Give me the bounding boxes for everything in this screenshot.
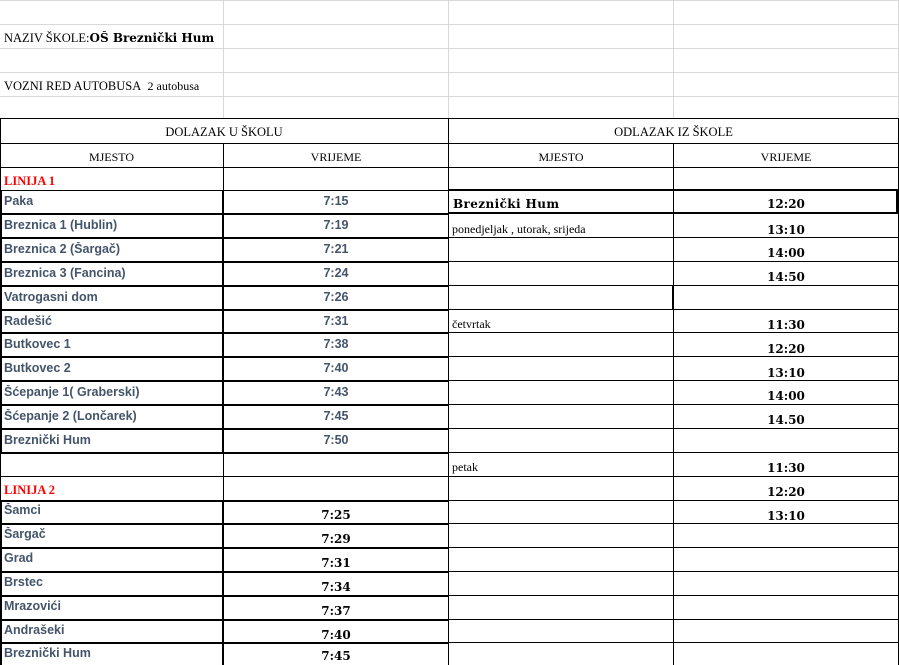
line1-place: Breznica 3 (Fancina) — [4, 266, 126, 280]
grid-line — [448, 118, 449, 665]
line1-time: 7:24 — [323, 266, 349, 280]
departure-title: ODLAZAK IZ ŠKOLE — [614, 125, 733, 139]
line1-time: 7:21 — [323, 242, 349, 256]
line2-time: 7:37 — [321, 604, 351, 618]
line-2-label: LINIJA 2 — [4, 483, 56, 497]
line2-place: Šargač — [4, 527, 46, 541]
school-label: NAZIV ŠKOLE: — [4, 31, 90, 45]
grid-line — [0, 309, 448, 311]
line1-time: 7:19 — [323, 218, 349, 232]
departure-time: 12:20 — [767, 342, 805, 356]
gridline — [448, 0, 449, 118]
line1-place: Radešić — [4, 314, 52, 328]
departure-time: 14:00 — [767, 389, 805, 403]
grid-line — [0, 213, 448, 215]
line1-place: Butkovec 1 — [4, 337, 71, 351]
departure-time-header: VRIJEME — [760, 150, 812, 164]
grid-line — [449, 642, 898, 643]
line1-time: 7:31 — [323, 314, 349, 328]
line2-place: Brstec — [4, 575, 43, 589]
grid-line — [0, 452, 448, 454]
gridline — [223, 0, 224, 118]
line1-time: 7:50 — [323, 433, 349, 447]
line-1-label: LINIJA 1 — [4, 174, 56, 188]
departure-days: ponedjeljak , utorak, srijeda — [452, 222, 586, 236]
grid-line — [449, 547, 898, 548]
line2-time: 7:34 — [321, 580, 351, 594]
line1-time: 7:40 — [323, 361, 349, 375]
departure-time: 11:30 — [767, 318, 805, 332]
departure-time: 13:10 — [767, 366, 805, 380]
school-name: OŠ Breznički Hum — [89, 31, 215, 45]
line2-time: 7:29 — [321, 532, 351, 546]
line1-time: 7:43 — [323, 385, 349, 399]
arrival-time-header: VRIJEME — [310, 150, 362, 164]
grid-line — [449, 595, 898, 596]
line2-place: Andrašeki — [4, 623, 65, 637]
line1-place: Vatrogasni dom — [4, 290, 98, 304]
grid-line — [449, 189, 898, 191]
grid-line — [0, 190, 2, 452]
line2-time: 7:25 — [321, 508, 351, 522]
arrival-title: DOLAZAK U ŠKOLU — [165, 125, 283, 139]
grid-line — [0, 261, 448, 263]
departure-time: 14.50 — [767, 413, 805, 427]
line2-time: 7:45 — [321, 649, 351, 663]
grid-line — [0, 500, 2, 665]
schedule-note: 2 autobusa — [147, 79, 200, 93]
line1-place: Butkovec 2 — [4, 361, 71, 375]
grid-line — [449, 452, 898, 453]
line2-place: Grad — [4, 551, 34, 565]
line2-place: Šamci — [4, 503, 41, 517]
grid-line — [0, 237, 448, 239]
line1-place: Šćepanje 2 (Lončarek) — [4, 409, 137, 423]
grid-line — [0, 356, 448, 358]
gridline — [0, 24, 899, 25]
schedule-title-line — [4, 79, 199, 97]
arrival-place-header: MJESTO — [88, 150, 135, 164]
grid-line — [0, 500, 448, 502]
grid-line — [0, 190, 448, 191]
line2-place: Breznički Hum — [4, 646, 91, 660]
grid-line — [0, 404, 448, 406]
line1-time: 7:26 — [323, 290, 349, 304]
line2-time: 7:31 — [321, 556, 351, 570]
gridline — [0, 72, 899, 73]
line1-place: Breznica 1 (Hublin) — [4, 218, 118, 232]
departure-from: Breznički Hum — [453, 197, 560, 211]
line1-place: Breznica 2 (Šargač) — [4, 242, 121, 256]
grid-line — [0, 332, 448, 334]
departure-time: 13:10 — [767, 223, 805, 237]
departure-time: 11:30 — [767, 461, 805, 475]
line2-time: 7:40 — [321, 628, 351, 642]
departure-time: 14:00 — [767, 246, 805, 260]
grid-line — [0, 380, 448, 382]
departure-time: 13:10 — [767, 509, 805, 523]
grid-line — [0, 118, 899, 119]
line1-place: Šćepanje 1( Graberski) — [4, 385, 140, 399]
line1-time: 7:45 — [323, 409, 349, 423]
grid-line — [0, 428, 448, 430]
line2-place: Mrazovići — [4, 599, 61, 613]
departure-time: 12:20 — [767, 485, 805, 499]
grid-line — [0, 285, 448, 287]
departure-time: 14:50 — [767, 270, 805, 284]
grid-line — [449, 619, 898, 620]
departure-place-header: MJESTO — [538, 150, 584, 164]
school-name-line — [4, 31, 214, 49]
line1-time: 7:15 — [323, 194, 349, 208]
line1-place: Breznički Hum — [4, 433, 91, 447]
grid-line — [0, 476, 448, 477]
gridline — [673, 0, 674, 118]
departure-time: 12:20 — [767, 197, 805, 211]
gridline — [0, 0, 899, 1]
grid-line — [449, 571, 898, 572]
line1-place: Paka — [4, 194, 34, 208]
schedule-label: VOZNI RED AUTOBUSA — [4, 79, 142, 93]
departure-days: petak — [452, 460, 478, 474]
line1-time: 7:38 — [323, 337, 349, 351]
grid-line — [672, 286, 674, 310]
grid-line — [0, 143, 899, 144]
departure-days: četvrtak — [452, 317, 491, 331]
